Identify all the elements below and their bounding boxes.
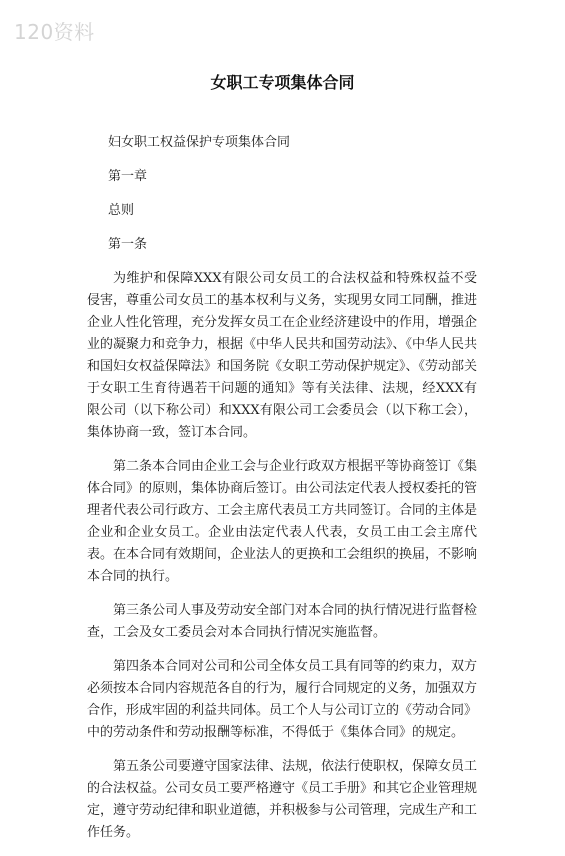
section-heading: 总则 bbox=[108, 203, 135, 218]
paragraph-article-4: 第四条本合同对公司和公司全体女员工具有同等的约束力，双方必须按本合同内容规范各自的行为，履行合同规定的义务，加强双方合作，形成牢固的利益共同体。员工个人与公司订立的《劳动合同》中的劳动条件和劳动报酬等标准，不得低于《集体合同》的规定。 bbox=[87, 659, 478, 740]
document-title: 女职工专项集体合同 bbox=[210, 73, 355, 92]
watermark: 120资料 bbox=[14, 20, 95, 44]
chapter-heading: 第一章 bbox=[108, 169, 148, 184]
article-1-label: 第一条 bbox=[108, 237, 148, 252]
paragraph-article-2: 第二条本合同由企业工会与企业行政双方根据平等协商签订《集体合同》的原则，集体协商后签订。由公司法定代表人授权委托的管理者代表公司行政方、工会主席代表员工方共同签订。合同的主体是企业和企业女员工。企业由法定代表人代表，女员工由工会主席代表。在本合同有效期间，企业法人的更换和工会组织的换届，不影响本合同的执行。 bbox=[87, 459, 478, 584]
paragraph-article-3: 第三条公司人事及劳动安全部门对本合同的执行情况进行监督检查，工会及女工委员会对本合同执行情况实施监督。 bbox=[87, 603, 478, 640]
paragraph-article-5: 第五条公司要遵守国家法律、法规，依法行使职权，保障女员工的合法权益。公司女员工要严格遵守《员工手册》和其它企业管理规定，遵守劳动纪律和职业道德，并积极参与公司管理，完成生产和工作任务。 bbox=[87, 759, 478, 840]
document-subtitle: 妇女职工权益保护专项集体合同 bbox=[108, 135, 291, 150]
document-body bbox=[87, 132, 477, 856]
paragraph-article-1: 为维护和保障XXX有限公司女员工的合法权益和特殊权益不受侵害，尊重公司女员工的基本权利与义务，实现男女同工同酬，推进企业人性化管理，充分发挥女员工在企业经济建设中的作用，增强企业的凝聚力和竞争力，根据《中华人民共和国劳动法》、《中华人民共和国妇女权益保障法》和国务院《女职工劳动保护规定》、《劳动部关于女职工生育待遇若干问题的通知》等有关法律、法规，经XXX有限公司（以下称公司）和XXX有限公司工会委员会（以下称工会），集体协商一致，签订本合同。 bbox=[87, 271, 478, 440]
